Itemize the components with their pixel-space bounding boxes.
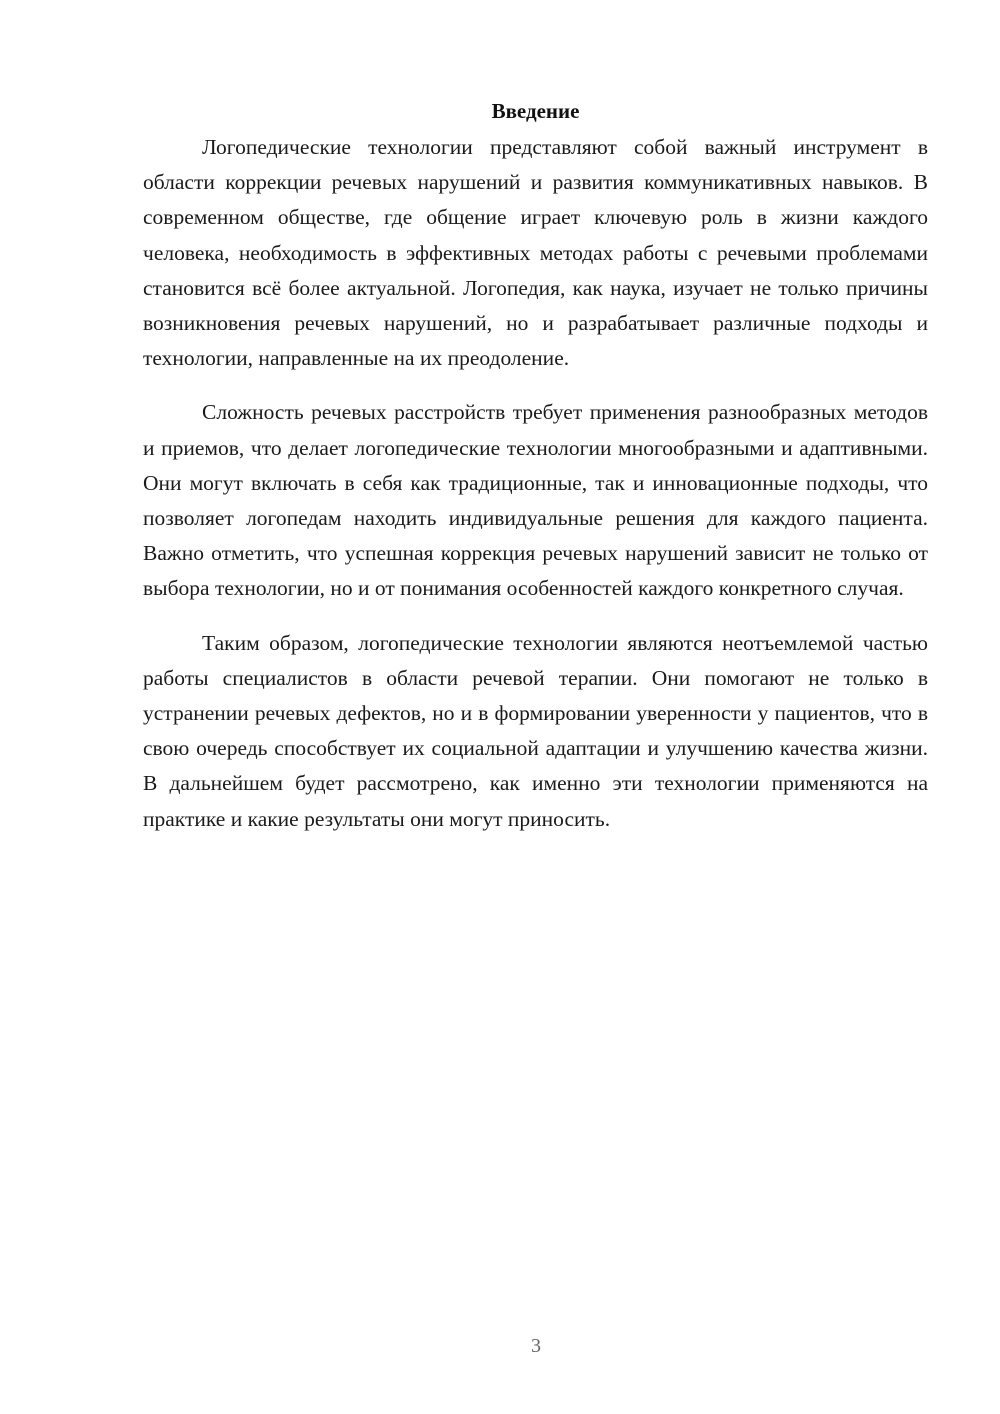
section-title: Введение [491,99,580,123]
paragraph-3: Таким образом, логопедические технологии являются неотъемлемой частью работы специалистов в области речевой терапии. Они помогают не только в устранении речевых дефектов, но и в формировании уверенности у пациентов, что в свою очередь способствует их социальной адаптации и улучшению качества жизни. В дальнейшем будет рассмотрено, как именно эти технологии применяются на практике и какие результаты они могут приносить. [143,630,928,831]
paragraph-2: Сложность речевых расстройств требует применения разнообразных методов и приемов, что делает логопедические технологии многообразными и адаптивными. Они могут включать в себя как традиционные, так и инновационные подходы, что позволяет логопедам находить индивидуальные решения для каждого пациента. Важно отметить, что успешная коррекция речевых нарушений зависит не только от выбора технологии, но и от понимания особенностей каждого конкретного случая. [143,400,928,601]
page-content [143,96,928,837]
paragraph-1: Логопедические технологии представляют собой важный инструмент в области коррекции речевых нарушений и развития коммуникативных навыков. В современном обществе, где общение играет ключевую роль в жизни каждого человека, необходимость в эффективных методах работы с речевыми проблемами становится всё более актуальной. Логопедия, как наука, изучает не только причины возникновения речевых нарушений, но и разрабатывает различные подходы и технологии, направленные на их преодоление. [143,135,928,371]
page-number: 3 [531,1335,541,1357]
